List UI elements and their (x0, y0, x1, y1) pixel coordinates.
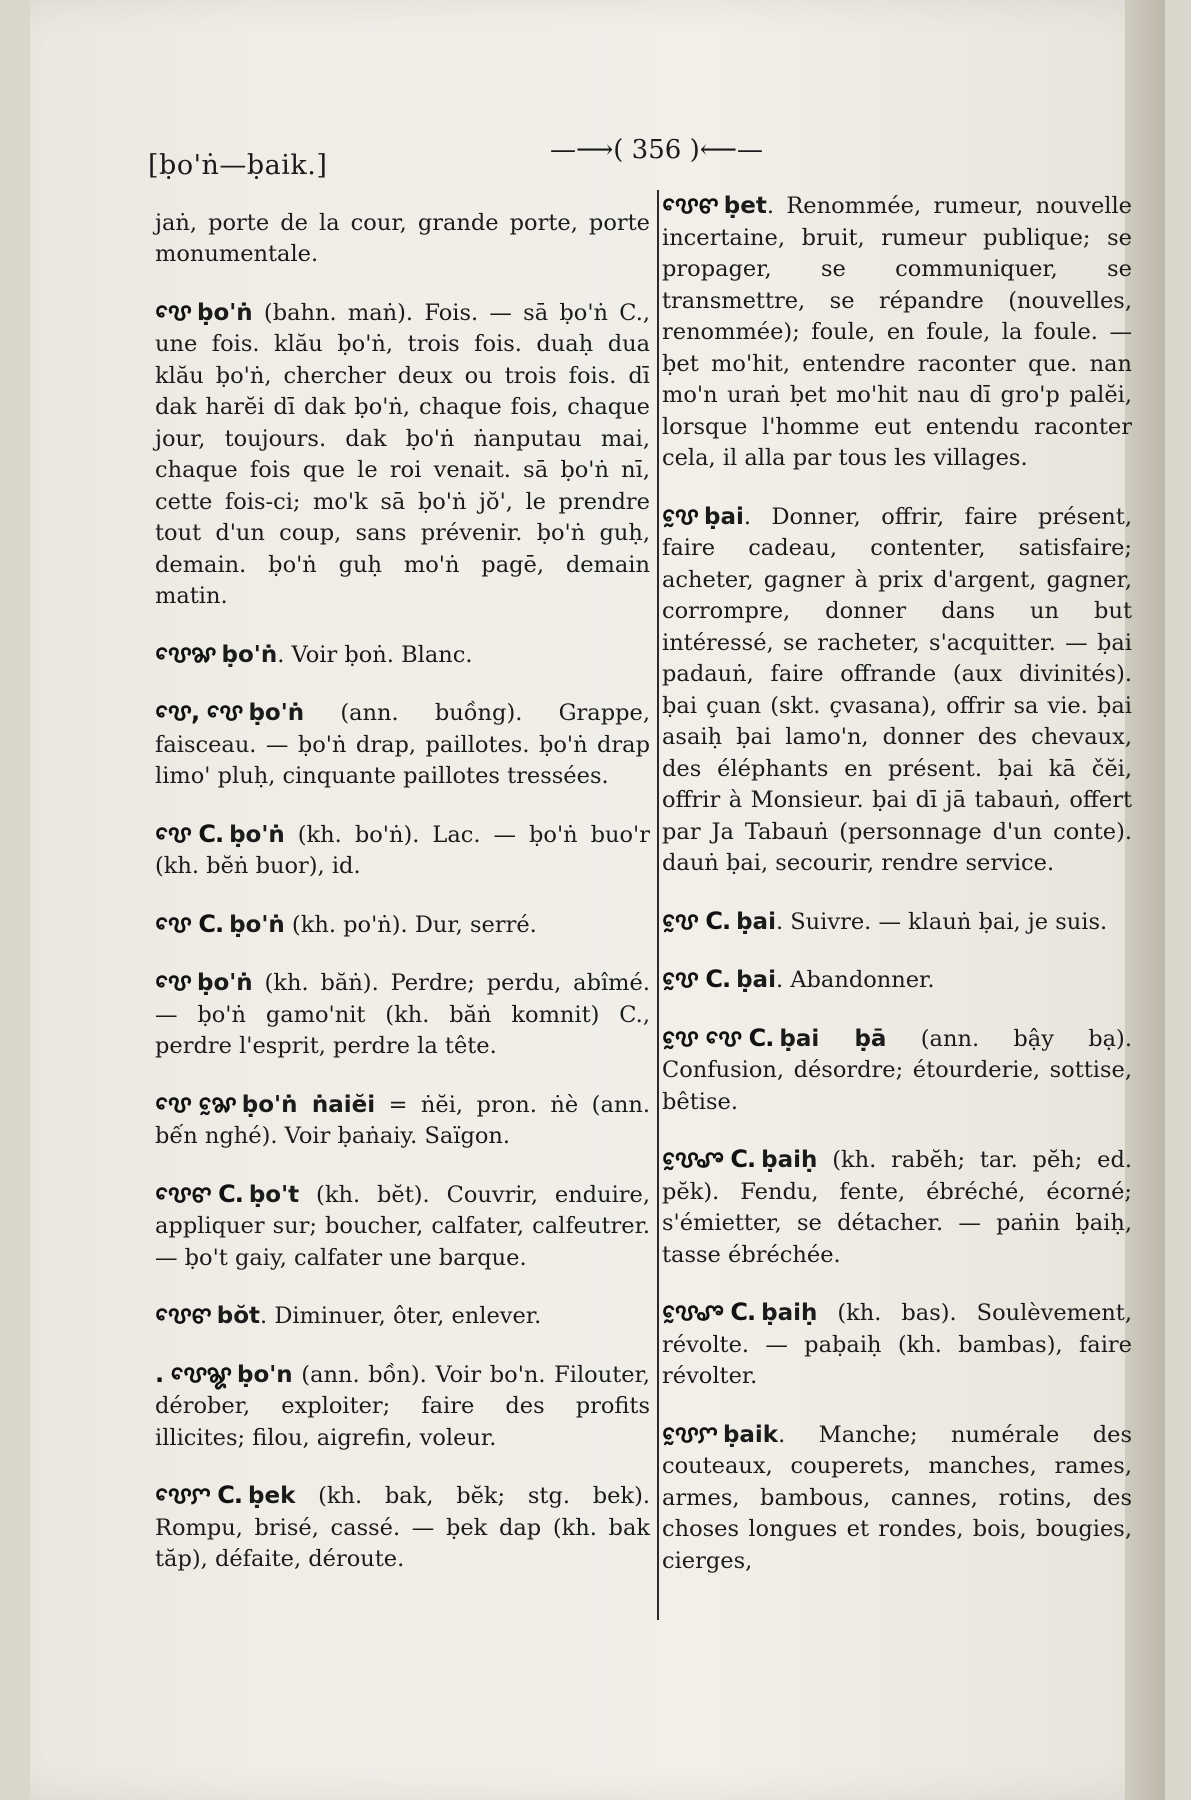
cham-script-glyph: ꨝꨰꨨ C. (662, 1298, 756, 1326)
right-column (662, 190, 1132, 1603)
definition-text: (ann. bậy bạ). Confusion, désordre; étourderie, sottise, bêtise. (662, 1025, 1132, 1115)
headword: ḅo'ṅ (196, 970, 253, 996)
cham-script-glyph: ꨝꨯꨓ C. (155, 1179, 243, 1208)
dictionary-entry (155, 639, 650, 672)
headword: ḅaiḥ (761, 1147, 818, 1173)
cham-script-glyph: ꨝꨰ C. (662, 965, 731, 993)
headword: ḅo'ṅ (229, 911, 285, 938)
left-column (155, 185, 650, 1602)
dictionary-entry (155, 1480, 650, 1576)
headword: ḅaik (722, 1421, 779, 1448)
cham-script-glyph: ꨝꨰ ꨝꨯ C. (662, 1023, 774, 1052)
cham-script-glyph: ꨝꨰꨨ C. (662, 1145, 756, 1173)
headword: ḅai ḅā (779, 1025, 887, 1052)
cham-script-glyph: ꨝꨰꨆ (662, 1419, 717, 1448)
headword: ḅaiḥ (761, 1300, 818, 1326)
headword: ḅai (736, 908, 776, 935)
cham-script-glyph: ꨝꨯ C. (155, 909, 224, 938)
cham-script-glyph: ꨝꨯ, ꨝꨯ (155, 698, 243, 726)
page-header (30, 130, 1165, 190)
dictionary-entry (662, 1297, 1132, 1393)
definition-text: (kh. băṅ). Perdre; perdu, abîmé. — ḅo'ṅ gamo'nit (kh. băṅ komnit) C., perdre l'esprit, perdre la tête. (155, 970, 650, 1059)
dictionary-entry (155, 297, 650, 613)
dictionary-entry (155, 1179, 650, 1275)
definition-text: (ann. bồn). Voir bo'n. Filouter, dérober, exploiter; faire des profits illicites; filou, aigrefin, voleur. (155, 1361, 650, 1451)
dictionary-entry (662, 964, 1132, 997)
dictionary-entry (155, 1300, 650, 1333)
dictionary-entry (662, 1419, 1132, 1578)
cham-script-glyph: ꨝꨯꨓ (662, 191, 718, 219)
dictionary-entry (155, 819, 650, 883)
dictionary-entry (155, 909, 650, 942)
definition-text: (kh. rabĕh; tar. pĕh; ed. pĕk). Fendu, fente, ébréché, écorné; s'émietter, se détacher. — paṅin ḅaiḥ, tasse ébréchée. (662, 1147, 1132, 1268)
headword: ḅet (723, 193, 767, 219)
definition-text: . Diminuer, ôter, enlever. (260, 1303, 542, 1329)
cham-script-glyph: ꨝꨯ ꨗꨰ (155, 1089, 236, 1118)
headword: ḅo'ṅ (221, 641, 278, 668)
cham-script-glyph: . ꨝꨯꨘ (155, 1359, 231, 1388)
headword: ḅo'ṅ (248, 700, 305, 726)
definition-text: . Abandonner. (775, 967, 935, 993)
dictionary-entry (155, 967, 650, 1063)
cham-script-glyph: ꨝꨰ C. (662, 906, 731, 935)
headword: bŏt (216, 1303, 261, 1329)
definition-text: . Donner, offrir, faire présent, faire cadeau, contenter, satisfaire; acheter, gagner à prix d'argent, gagner, corrompre, donner dans un but intéressé, se racheter, s'acquitter. — ḅai padauṅ, faire offrande (aux divinités). ḅai çuan (skt. çvasana), offrir sa vie. ḅai asaiḥ ḅai lamo'n, donner des chevaux, des éléphants en présent. ḅai kā čĕi, offrir à Monsieur. ḅai dī jā tabauṅ, offert par Ja Tabauṅ (personnage d'un conte). dauṅ ḅai, secourir, rendre service. (662, 503, 1132, 876)
definition-text: . Manche; numérale des couteaux, couperets, manches, rames, armes, bambous, cannes, rotins, des choses longues et rondes, bois, bougies, cierges, (662, 1421, 1132, 1574)
definition-text: . Suivre. — klauṅ ḅai, je suis. (775, 908, 1108, 935)
dictionary-entry (662, 190, 1132, 475)
definition-text: (kh. bo'ṅ). Lac. — ḅo'ṅ buo'r (kh. bĕṅ buor), id. (155, 821, 650, 879)
definition-text: (kh. po'ṅ). Dur, serré. (284, 911, 537, 938)
cham-script-glyph: ꨝꨯꨆ C. (155, 1481, 243, 1509)
dictionary-entry (155, 697, 650, 793)
dictionary-entry (662, 906, 1132, 939)
headword: ḅo'n (237, 1361, 293, 1388)
column-divider (657, 190, 659, 1620)
continuation-text: jaṅ, porte de la cour, grande porte, porte monumentale. (155, 209, 650, 267)
cham-script-glyph: ꨝꨯ C. (155, 819, 224, 848)
definition-text: = ṅĕi, pron. ṅè (ann. bến nghé). Voir ḅaṅaiy. Saïgon. (155, 1091, 651, 1149)
dictionary-entry (155, 1359, 650, 1455)
headword: ḅo'ṅ ṅaiĕi (241, 1091, 376, 1118)
dictionary-entry (662, 1023, 1132, 1119)
dictionary-entry (155, 1089, 650, 1153)
definition-text: (kh. bĕt). Couvrir, enduire, appliquer sur; boucher, calfater, calfeutrer. — ḅo't gaiy, calfater une barque. (155, 1181, 650, 1271)
cham-script-glyph: ꨝꨰ (662, 501, 698, 530)
running-head: [ḅo'ṅ—ḅaik.] (148, 150, 328, 181)
dictionary-entry (662, 1144, 1132, 1271)
cham-script-glyph: ꨝꨯꨗ (155, 639, 216, 668)
definition-text: (kh. bak, bĕk; stg. bek). Rompu, brisé, cassé. — ḅek dap (kh. bak tăp), défaite, déroute. (155, 1483, 650, 1572)
cham-script-glyph: ꨝꨯ (155, 968, 191, 996)
headword: ḅo'ṅ (229, 821, 285, 848)
headword: ḅai (736, 967, 776, 993)
definition-text: . Renommée, rumeur, nouvelle incertaine, bruit, rumeur publique; se propager, se communiquer, se transmettre, se répandre (nouvelles, renommée); foule, en foule, la foule. — ḅet mo'hit, entendre raconter que. nan mo'n uraṅ ḅet mo'hit nau dī gro'p palĕi, lorsque l'homme eut entendu raconter cela, il alla par tous les villages. (662, 193, 1132, 471)
headword: ḅo'ṅ (196, 299, 253, 326)
cham-script-glyph: ꨝꨯ (155, 297, 191, 326)
definition-text: (ann. buồng). Grappe, faisceau. — ḅo'ṅ drap, paillotes. ḅo'ṅ drap limo' pluḥ, cinquante paillotes tressées. (155, 700, 650, 789)
dictionary-entry (662, 501, 1132, 880)
page-number: —⟶( 356 )⟵— (550, 135, 763, 165)
headword: ḅai (703, 503, 744, 530)
cham-script-glyph: ꨝꨯꨓ (155, 1301, 211, 1329)
headword: ḅek (248, 1483, 296, 1509)
definition-text: . Voir ḅoṅ. Blanc. (277, 641, 473, 668)
page (30, 0, 1165, 1800)
definition-text: (kh. bas). Soulèvement, révolte. — paḅaiḥ (kh. bambas), faire révolter. (662, 1300, 1132, 1389)
headword: ḅo't (248, 1181, 300, 1208)
definition-text: (bahn. maṅ). Fois. — sā ḅo'ṅ C., une fois. klău ḅo'ṅ, trois fois. duaḥ dua klău ḅo'ṅ, chercher deux ou trois fois. dī dak harĕi dī dak ḅo'ṅ, chaque fois, chaque jour, toujours. dak ḅo'ṅ ṅanputau mai, chaque fois que le roi venait. sā ḅo'ṅ nī, cette fois-ci; mo'k sā ḅo'ṅ jŏ', le prendre tout d'un coup, sans prévenir. ḅo'ṅ guḥ, demain. ḅo'ṅ guḥ mo'ṅ pagē, demain matin. (155, 299, 650, 609)
